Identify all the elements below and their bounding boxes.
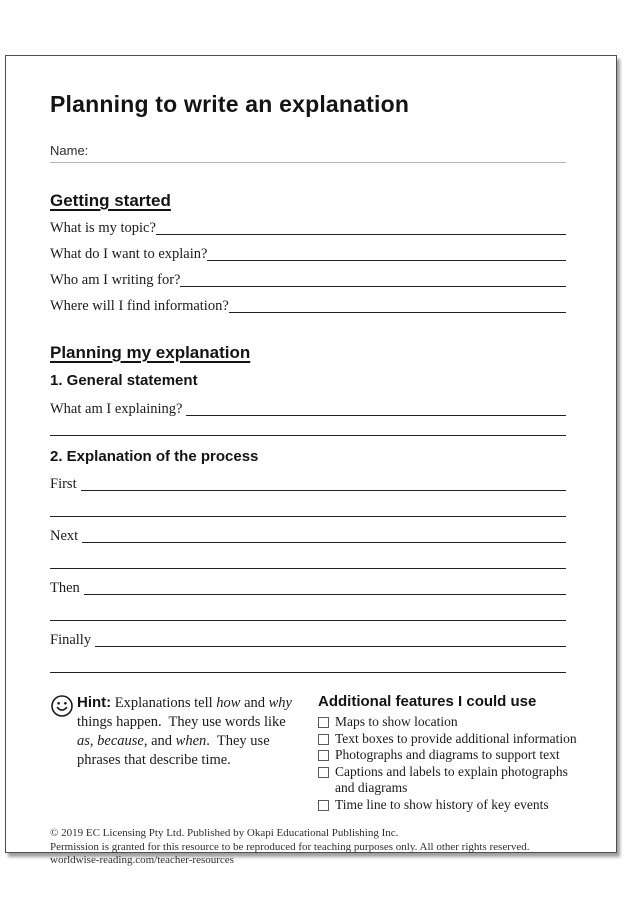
question-row-explain [50, 238, 566, 263]
step-row-then [50, 573, 566, 597]
footer-line-url: worldwise-reading.com/teacher-resources [50, 854, 234, 866]
feature-label: Maps to show location [335, 714, 458, 729]
feature-item-captions [318, 764, 588, 797]
feature-label: Time line to show history of key events [335, 796, 549, 812]
getting-started-heading: Getting started [50, 191, 171, 210]
name-label: Name: [50, 143, 89, 158]
feature-label: Captions and labels to explain photographs and diagrams [335, 763, 568, 795]
feature-item-textboxes [318, 731, 588, 748]
question-row-audience [50, 264, 566, 289]
general-statement-heading: 1. General statement [50, 372, 198, 389]
worksheet-page [5, 55, 617, 866]
answer-line[interactable] [82, 542, 566, 543]
question-label: What do I want to explain? [50, 246, 208, 262]
footer-line-copyright: © 2019 EC Licensing Pty Ltd. Published by Okapi Educational Publishing Inc. [50, 827, 399, 839]
answer-line[interactable] [81, 490, 566, 491]
step-label: Then [50, 580, 80, 596]
step-row-next [50, 521, 566, 545]
answer-line[interactable] [50, 568, 566, 569]
hint-body: Explanations tell how and why things happen. They use words like as, because, and when. They use phrases that describe time. [77, 695, 292, 768]
answer-line[interactable] [95, 646, 566, 647]
features-heading: Additional features I could use [318, 693, 537, 710]
process-heading: 2. Explanation of the process [50, 448, 259, 465]
checkbox[interactable] [318, 717, 329, 728]
step-label: Next [50, 528, 79, 544]
copyright-footer [6, 827, 616, 868]
answer-line[interactable] [207, 260, 566, 261]
feature-item-timeline [318, 797, 588, 814]
answer-line[interactable] [229, 312, 566, 313]
step-label: Finally [50, 632, 92, 648]
question-label: What am I explaining? [50, 401, 183, 417]
answer-line[interactable] [180, 286, 566, 287]
answer-line[interactable] [186, 415, 566, 416]
step-row-finally [50, 625, 566, 649]
answer-line[interactable] [50, 620, 566, 621]
question-label: What is my topic? [50, 220, 156, 236]
question-row-topic [50, 212, 566, 237]
question-row-information [50, 290, 566, 315]
hint-text [77, 693, 302, 770]
answer-line[interactable] [84, 594, 566, 595]
explaining-question-row [50, 391, 566, 418]
checkbox[interactable] [318, 734, 329, 745]
page-title: Planning to write an explanation [50, 91, 410, 117]
checkbox[interactable] [318, 800, 329, 811]
feature-item-maps [318, 714, 588, 731]
smiley-face-icon [50, 694, 74, 723]
footer-line-permission: Permission is granted for this resource to be reproduced for teaching purposes only. All other rights reserved. [50, 840, 530, 853]
feature-label: Text boxes to provide additional information [335, 730, 577, 746]
step-row-first [50, 469, 566, 493]
question-label: Where will I find information? [50, 298, 229, 314]
feature-label: Photographs and diagrams to support text [335, 747, 560, 762]
hint-label: Hint: [77, 694, 112, 711]
feature-item-photographs [318, 747, 588, 764]
question-label: Who am I writing for? [50, 272, 181, 288]
answer-line[interactable] [50, 435, 566, 436]
step-label: First [50, 476, 77, 492]
planning-heading: Planning my explanation [50, 343, 251, 362]
hint-box [50, 693, 302, 813]
checkbox[interactable] [318, 767, 329, 778]
answer-line[interactable] [50, 516, 566, 517]
answer-line[interactable] [156, 234, 566, 235]
additional-features-box [302, 693, 588, 813]
answer-line[interactable] [50, 672, 566, 673]
name-field[interactable] [50, 144, 566, 163]
checkbox[interactable] [318, 750, 329, 761]
